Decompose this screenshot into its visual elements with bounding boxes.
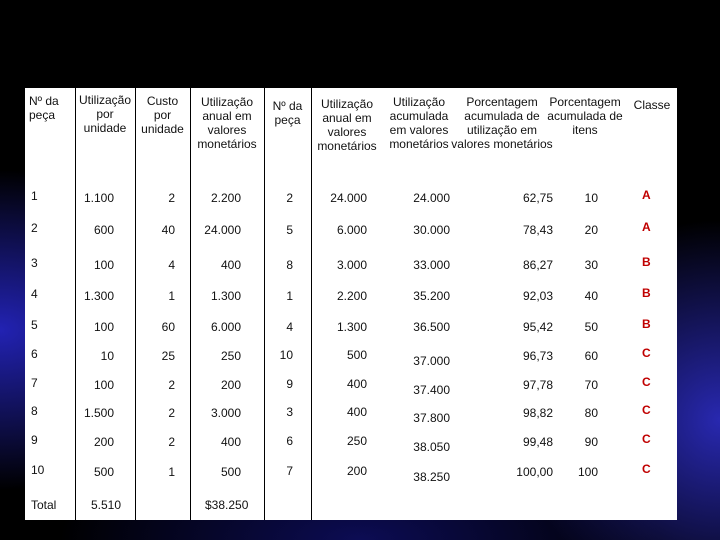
- cell-cumulative-usage: 35.200: [413, 289, 450, 303]
- cell-part-number: 1: [31, 189, 38, 203]
- cell-cumulative-usage: 30.000: [413, 223, 450, 237]
- cell-sorted-part-number: 7: [286, 464, 293, 478]
- cell-sorted-part-number: 8: [286, 258, 293, 272]
- cell-cumulative-items-percent: 70: [584, 378, 598, 392]
- cell-usage-per-unit: 500: [93, 465, 114, 479]
- cell-cost-per-unit: 2: [168, 191, 175, 205]
- cell-part-number: 2: [31, 221, 38, 235]
- cell-usage-per-unit: 100: [93, 378, 114, 392]
- cell-sorted-part-number: 4: [286, 320, 293, 334]
- header-cumulative-items-percent: Porcentagem acumulada de itens: [547, 95, 623, 137]
- cell-usage-per-unit: 1.300: [83, 289, 114, 303]
- cell-annual-usage-value: 2.200: [210, 191, 241, 205]
- cell-usage-per-unit: 10: [100, 349, 114, 363]
- cell-cumulative-usage: 38.050: [413, 440, 450, 454]
- cell-usage-per-unit: 100: [93, 320, 114, 334]
- cell-class: A: [642, 220, 651, 234]
- cell-class: B: [642, 286, 651, 300]
- cell-part-number: 9: [31, 433, 38, 447]
- cell-annual-usage-value: 200: [220, 378, 241, 392]
- cell-cumulative-items-percent: 20: [584, 223, 598, 237]
- cell-usage-per-unit: 100: [93, 258, 114, 272]
- cell-cumulative-usage-percent: 86,27: [522, 258, 553, 272]
- cell-cumulative-items-percent: 50: [584, 320, 598, 334]
- cell-cumulative-usage-percent: 95,42: [522, 320, 553, 334]
- cell-annual-usage-value: 3.000: [210, 406, 241, 420]
- cell-sorted-part-number: 9: [286, 377, 293, 391]
- cell-usage-per-unit: 600: [93, 223, 114, 237]
- cell-sorted-annual-value: 500: [346, 348, 367, 362]
- cell-sorted-annual-value: 3.000: [336, 258, 367, 272]
- cell-sorted-annual-value: 250: [346, 434, 367, 448]
- cell-sorted-part-number: 1: [286, 289, 293, 303]
- header-annual-usage-value: Utilização anual em valores monetários: [197, 95, 257, 151]
- total-value: $38.250: [205, 498, 249, 512]
- cell-cumulative-usage-percent: 62,75: [522, 191, 553, 205]
- cell-cumulative-items-percent: 10: [584, 191, 598, 205]
- cell-cost-per-unit: 25: [161, 349, 175, 363]
- cell-cost-per-unit: 1: [168, 465, 175, 479]
- column-divider: [75, 88, 76, 520]
- header-usage-per-unit: Utilização por unidade: [78, 93, 132, 135]
- cell-cumulative-usage: 37.800: [413, 411, 450, 425]
- column-divider: [190, 88, 191, 520]
- cell-sorted-annual-value: 1.300: [336, 320, 367, 334]
- header-annual-usage-value-sorted: Utilização anual em valores monetários: [317, 97, 377, 153]
- cell-sorted-annual-value: 400: [346, 377, 367, 391]
- cell-part-number: 5: [31, 318, 38, 332]
- header-part-number: Nº da peça: [29, 94, 59, 122]
- cell-cumulative-usage-percent: 100,00: [516, 465, 553, 479]
- cell-cost-per-unit: 60: [161, 320, 175, 334]
- cell-class: A: [642, 188, 651, 202]
- cell-cumulative-items-percent: 30: [584, 258, 598, 272]
- cell-part-number: 4: [31, 287, 38, 301]
- cell-sorted-part-number: 5: [286, 223, 293, 237]
- cell-sorted-part-number: 10: [279, 348, 293, 362]
- cell-part-number: 7: [31, 376, 38, 390]
- cell-annual-usage-value: 1.300: [210, 289, 241, 303]
- cell-cumulative-items-percent: 100: [577, 465, 598, 479]
- cell-cost-per-unit: 2: [168, 435, 175, 449]
- cell-usage-per-unit: 1.500: [83, 406, 114, 420]
- cell-cumulative-usage: 37.400: [413, 383, 450, 397]
- cell-cumulative-usage: 33.000: [413, 258, 450, 272]
- cell-class: C: [642, 403, 651, 417]
- cell-cumulative-usage-percent: 97,78: [522, 378, 553, 392]
- cell-annual-usage-value: 6.000: [210, 320, 241, 334]
- cell-sorted-part-number: 3: [286, 405, 293, 419]
- cell-sorted-part-number: 6: [286, 434, 293, 448]
- total-usage: 5.510: [91, 498, 122, 512]
- cell-cumulative-usage-percent: 78,43: [522, 223, 553, 237]
- cell-part-number: 8: [31, 404, 38, 418]
- cell-annual-usage-value: 400: [220, 435, 241, 449]
- cell-cumulative-usage-percent: 92,03: [522, 289, 553, 303]
- cell-cumulative-usage-percent: 98,82: [522, 406, 553, 420]
- cell-usage-per-unit: 1.100: [83, 191, 114, 205]
- cell-part-number: 6: [31, 347, 38, 361]
- cell-cost-per-unit: 4: [168, 258, 175, 272]
- cell-sorted-part-number: 2: [286, 191, 293, 205]
- cell-class: B: [642, 317, 651, 331]
- cell-part-number: 3: [31, 256, 38, 270]
- cell-sorted-annual-value: 400: [346, 405, 367, 419]
- cell-class: C: [642, 432, 651, 446]
- cell-cumulative-usage-percent: 96,73: [522, 349, 553, 363]
- cell-part-number: 10: [31, 463, 45, 477]
- header-class: Classe: [633, 98, 671, 112]
- cell-cumulative-items-percent: 80: [584, 406, 598, 420]
- header-part-number-sorted: Nº da peça: [272, 99, 303, 127]
- cell-annual-usage-value: 250: [220, 349, 241, 363]
- cell-cumulative-usage: 37.000: [413, 354, 450, 368]
- cell-cumulative-usage-percent: 99,48: [522, 435, 553, 449]
- cell-sorted-annual-value: 6.000: [336, 223, 367, 237]
- cell-cumulative-usage: 36.500: [413, 320, 450, 334]
- cell-class: C: [642, 346, 651, 360]
- cell-annual-usage-value: 500: [220, 465, 241, 479]
- cell-cost-per-unit: 2: [168, 378, 175, 392]
- cell-cost-per-unit: 40: [161, 223, 175, 237]
- cell-class: C: [642, 375, 651, 389]
- cell-cumulative-items-percent: 40: [584, 289, 598, 303]
- column-divider: [264, 88, 265, 520]
- cell-usage-per-unit: 200: [93, 435, 114, 449]
- cell-cost-per-unit: 2: [168, 406, 175, 420]
- abc-classification-table: [25, 88, 677, 520]
- cell-class: C: [642, 462, 651, 476]
- cell-cumulative-items-percent: 60: [584, 349, 598, 363]
- cell-sorted-annual-value: 200: [346, 464, 367, 478]
- cell-sorted-annual-value: 24.000: [330, 191, 367, 205]
- header-cost-per-unit: Custo por unidade: [141, 94, 184, 136]
- header-cumulative-usage-percent: Porcentagem acumulada de utilização em valores monetários: [451, 95, 553, 151]
- cell-cost-per-unit: 1: [168, 289, 175, 303]
- cell-annual-usage-value: 24.000: [204, 223, 241, 237]
- cell-class: B: [642, 255, 651, 269]
- cell-annual-usage-value: 400: [220, 258, 241, 272]
- cell-cumulative-items-percent: 90: [584, 435, 598, 449]
- cell-cumulative-usage: 38.250: [413, 470, 450, 484]
- cell-sorted-annual-value: 2.200: [336, 289, 367, 303]
- column-divider: [135, 88, 136, 520]
- total-label: Total: [31, 498, 57, 512]
- header-cumulative-usage: Utilização acumulada em valores monetários: [389, 95, 449, 151]
- cell-cumulative-usage: 24.000: [413, 191, 450, 205]
